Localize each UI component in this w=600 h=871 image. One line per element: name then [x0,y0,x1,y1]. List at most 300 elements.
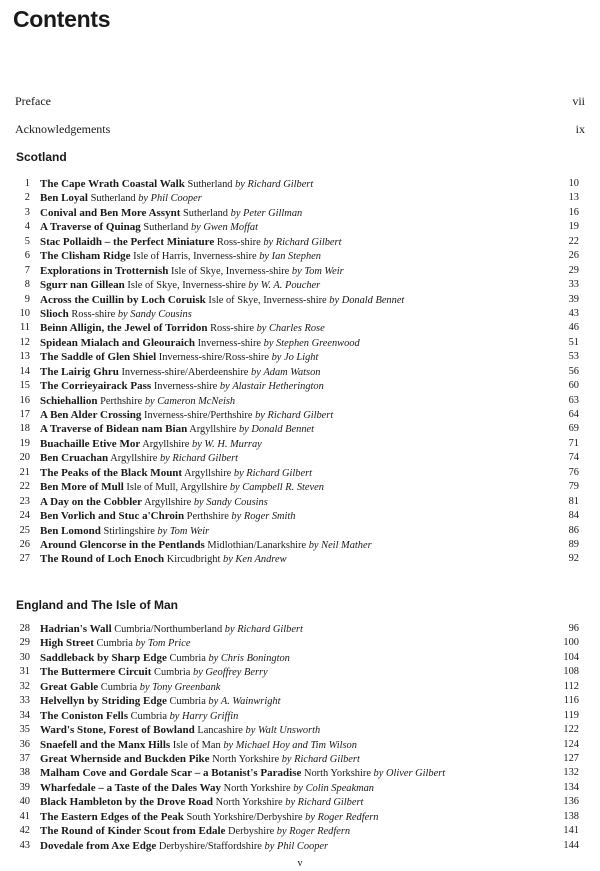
entry-page-number: 76 [568,466,579,478]
entry-by: by [231,511,242,523]
entry-by: by [305,811,315,823]
entry-number: 6 [24,250,30,262]
entry-title: Wharfedale – a Taste of the Dales Way [40,781,221,794]
toc-entry[interactable] [0,552,600,566]
toc-entry[interactable] [0,249,600,263]
entry-by: by [223,739,234,751]
entry-author: W. H. Murray [204,438,262,450]
entry-by: by [281,753,292,765]
entry-number: 35 [19,724,30,736]
entry-by: by [248,280,259,292]
toc-entry[interactable] [0,177,600,191]
entry-number: 21 [19,466,30,478]
entry-by: by [235,179,245,190]
entry-author: Walt Unsworth [257,725,321,737]
entry-location: Midlothian/Lanarkshire [207,539,307,551]
entry-author: Harry Griffin [182,710,239,722]
entry-author: W. A. Poucher [260,280,321,292]
entry-number: 22 [19,481,30,493]
entry-title: Spidean Mialach and Gleouraich [40,336,195,349]
entry-author: Gwen Moffat [203,222,258,234]
toc-entry[interactable] [0,466,600,480]
toc-entry[interactable] [0,480,600,494]
entry-author: Jo Light [284,352,319,364]
entry-title: Hadrian's Wall [40,623,112,635]
entry-location: Lancashire [197,725,243,737]
section-heading-england: England and The Isle of Man [16,598,179,612]
entry-by: by [230,207,241,219]
entry-author: Chris Bonington [220,652,290,664]
entry-by: by [255,410,265,421]
entry-by: by [190,222,201,234]
entry-number: 37 [19,752,30,764]
toc-entry[interactable] [0,509,600,523]
entry-title: Ward's Stone, Forest of Bowland [40,724,195,737]
toc-entry[interactable] [0,379,600,393]
entry-author: Richard Gilbert [297,797,364,809]
entry-title: Malham Cove and Gordale Scar – a Botanist's Paradise [40,767,302,780]
entry-title: Beinn Alligin, the Jewel of Torridon [40,322,208,335]
toc-entry[interactable] [0,723,600,737]
entry-title: The Clisham Ridge [40,250,131,263]
toc-entry[interactable] [0,321,600,335]
entry-title: Across the Cuillin by Loch Coruisk [40,293,206,306]
entry-by: by [259,251,269,263]
entry-location: Argyllshire [144,496,192,508]
toc-entry[interactable] [0,651,600,665]
toc-entry[interactable] [0,293,600,307]
entry-location: Perthshire [100,395,143,407]
entry-page-number: 122 [563,724,579,736]
entry-page-number: 13 [568,192,579,204]
entry-page-number: 92 [568,553,579,565]
entry-by: by [193,667,203,679]
entry-page-number: 16 [568,206,579,218]
entry-location: Sutherland [182,207,229,219]
entry-author: Tom Weir [304,265,344,277]
toc-entry[interactable] [0,206,600,220]
entry-page-number: 89 [568,538,579,550]
entry-location: Inverness-shire/Ross-shire [158,352,269,364]
entry-by: by [263,337,274,349]
entry-author: Colin Speakman [305,782,375,794]
toc-entry[interactable] [0,636,600,650]
entry-by: by [233,467,244,479]
entry-number: 16 [19,394,30,406]
entry-page-number: 69 [568,423,579,435]
entry-title: Snaefell and the Manx Hills [40,738,171,751]
entry-by: by [219,381,230,393]
entry-number: 17 [19,409,30,420]
entry-page-number: 39 [568,293,579,305]
entry-page-number: 112 [563,680,579,692]
entry-location: Ross-shire [210,323,254,335]
entry-title: Ben More of Mull [40,481,124,494]
entry-author: Sandy Cousins [130,308,192,320]
entry-author: Richard Gilbert [275,236,342,248]
entry-by: by [271,352,282,364]
entry-by: by [208,652,219,664]
entry-author: Richard Gilbert [294,753,360,765]
entry-page-number: 46 [568,322,579,334]
entry-page-number: 64 [568,409,579,420]
entry-title: Explorations in Trotternish [40,264,169,277]
entry-page-number: 56 [568,365,579,377]
toc-entry[interactable] [0,824,600,838]
entry-by: by [157,525,168,537]
toc-entry[interactable] [0,422,600,436]
entry-page-number: 108 [563,666,579,678]
entry-number: 7 [24,264,30,276]
entry-page-number: 124 [563,738,579,750]
entry-title: Ben Loyal [40,192,88,205]
entry-location: Stirlingshire [103,525,155,537]
entry-page-number: 74 [568,452,579,464]
toc-entry[interactable] [0,694,600,708]
toc-entry[interactable] [0,307,600,321]
entry-location: Derbyshire [228,826,275,838]
entry-by: by [192,438,202,450]
entry-title: Dovedale from Axe Edge [40,839,157,852]
entry-author: Peter Gillman [243,207,303,219]
entry-location: Sutherland [187,179,233,190]
entry-number: 30 [19,651,30,663]
entry-title: The Eastern Edges of the Peak [40,810,184,823]
entry-by: by [223,554,233,566]
entry-location: Derbyshire/Staffordshire [158,840,262,852]
entry-location: North Yorkshire [223,782,291,794]
entry-by: by [135,638,146,650]
entry-by: by [169,710,180,722]
entry-by: by [329,294,340,306]
entry-author: Ian Stephen [271,251,321,263]
entry-title: The Round of Kinder Scout from Edale [40,825,226,838]
entry-number: 32 [19,680,30,692]
entry-page-number: 43 [568,307,579,319]
toc-entry[interactable] [0,524,600,538]
entry-author: Tom Price [147,638,191,650]
entry-title: A Ben Alder Crossing [40,409,142,421]
entry-title: A Traverse of Quinag [40,221,141,234]
entry-title: Conival and Ben More Assynt [40,206,181,219]
page-title: Contents [13,6,111,32]
entry-author: Richard Gilbert [172,453,239,465]
entry-author: Roger Redfern [289,826,351,838]
entry-by: by [117,308,128,320]
scotland-entries [0,177,600,567]
entry-author: Richard Gilbert [267,410,334,421]
entry-location: Ross-shire [216,236,261,248]
entry-number: 2 [24,192,30,204]
entry-page-number: 96 [568,623,579,634]
entry-number: 19 [19,437,30,449]
entry-page-number: 79 [568,481,579,493]
entry-author: A. Wainwright [220,696,281,708]
entry-author: Stephen Greenwood [276,337,360,349]
entry-number: 38 [19,767,30,779]
entry-title: The Lairig Ghru [40,365,119,378]
entry-location: Isle of Skye, Inverness-shire [208,294,327,306]
entry-number: 42 [19,825,30,837]
entry-number: 8 [24,279,30,291]
entry-location: Cumbria/Northumberland [114,624,223,635]
entry-page-number: 53 [568,351,579,363]
entry-location: Inverness-shire [197,337,262,349]
entry-author: Phil Cooper [276,840,329,852]
entry-location: Cumbria [130,710,167,722]
front-matter-label: Acknowledgements [15,122,111,136]
entry-number: 25 [19,524,30,536]
entry-by: by [291,265,302,277]
entry-title: The Peaks of the Black Mount [40,466,183,479]
entry-by: by [293,782,303,794]
entry-number: 28 [19,623,30,634]
entry-location: North Yorkshire [215,797,283,809]
entry-number: 31 [19,666,30,678]
entry-location: Argyllshire [184,467,232,479]
entry-number: 9 [24,293,30,305]
toc-entry[interactable] [0,709,600,723]
entry-by: by [264,840,275,852]
toc-entry[interactable] [0,752,600,766]
entry-title: The Coniston Fells [40,709,129,722]
entry-location: Sutherland [90,193,136,205]
entry-number: 13 [19,351,30,363]
entry-number: 3 [24,206,30,218]
entry-location: Cumbria [169,652,206,664]
toc-entry[interactable] [0,622,600,636]
entry-author: Alastair Hetherington [232,381,324,393]
entry-page-number: 127 [563,752,579,764]
entry-title: Helvellyn by Striding Edge [40,695,167,708]
entry-location: Cumbria [169,696,206,708]
entry-number: 23 [19,495,30,507]
entry-number: 11 [19,322,30,334]
entry-page-number: 119 [563,709,579,721]
entry-author: Charles Rose [268,323,325,335]
entry-by: by [139,681,150,693]
entry-page-number: 138 [563,810,579,822]
entry-by: by [193,496,204,508]
entry-location: Isle of Mull, Argyllshire [126,482,228,494]
entry-title: A Traverse of Bidean nam Bian [40,423,188,436]
entry-by: by [224,624,235,635]
entry-number: 14 [19,365,30,377]
toc-entry[interactable] [0,394,600,408]
toc-entry[interactable] [0,408,600,422]
entry-by: by [229,482,240,494]
entry-page-number: 132 [563,767,579,779]
entry-author: Tony Greenbank [152,681,221,693]
entry-by: by [373,768,384,780]
toc-entry[interactable] [0,437,600,451]
entry-location: Inverness-shire/Perthshire [143,410,253,421]
entry-by: by [238,424,249,436]
entry-page-number: 86 [568,524,579,536]
entry-title: Ben Vorlich and Stuc a'Chroin [40,510,185,523]
entry-number: 5 [24,235,30,247]
entry-author: Phil Cooper [150,193,202,205]
toc-entry[interactable] [0,235,600,249]
entry-title: Saddleback by Sharp Edge [40,651,167,664]
entry-title: The Buttermere Circuit [40,666,152,679]
entry-author: Roger Smith [243,511,296,523]
entry-title: A Day on the Cobbler [40,495,143,508]
entry-number: 40 [19,796,30,808]
entry-page-number: 22 [568,235,579,247]
entry-location: Inverness-shire [153,381,218,393]
entry-number: 27 [19,553,30,565]
entry-number: 26 [19,538,30,550]
entry-title: High Street [40,637,94,650]
entry-author: Campbell R. Steven [242,482,324,494]
entry-page-number: 19 [568,221,579,233]
entry-author: Donald Bennet [341,294,405,306]
entry-number: 10 [19,307,30,319]
entry-title: Great Gable [40,680,99,693]
entry-number: 43 [19,839,30,851]
entry-by: by [144,395,155,407]
entry-page-number: 104 [563,651,579,663]
entry-title: Ben Cruachan [40,452,109,465]
entry-by: by [263,236,274,248]
entry-number: 34 [19,709,30,721]
england-entries [0,622,600,853]
entry-location: Argyllshire [110,453,158,465]
entry-author: Michael Hoy and Tim Wilson [235,739,357,751]
toc-entry[interactable] [0,220,600,234]
entry-location: North Yorkshire [212,753,280,765]
entry-page-number: 144 [563,839,579,851]
entry-number: 41 [19,810,30,822]
toc-entry[interactable] [0,538,600,552]
entry-location: South Yorkshire/Derbyshire [186,811,303,823]
entry-author: Geoffrey Berry [205,667,268,679]
entry-title: Around Glencorse in the Pentlands [40,538,205,551]
entry-page-number: 26 [568,250,579,262]
entry-page-number: 134 [563,781,579,793]
entry-page-number: 100 [563,637,579,649]
entry-number: 29 [19,637,30,649]
entry-location: Cumbria [96,638,133,650]
toc-entry[interactable] [0,495,600,509]
entry-number: 4 [24,221,30,233]
toc-entry[interactable] [0,766,600,780]
toc-entry[interactable] [0,278,600,292]
entry-by: by [308,539,319,551]
toc-entry[interactable] [0,191,600,205]
front-matter-page: vii [572,94,585,108]
toc-entry[interactable] [0,738,600,752]
entry-location: North Yorkshire [303,768,371,780]
entry-title: The Corrieyairack Pass [40,380,152,393]
front-matter-page: ix [575,122,585,136]
entry-number: 33 [19,695,30,707]
entry-location: Isle of Skye, Inverness-shire [127,280,246,292]
entry-number: 39 [19,781,30,793]
entry-number: 1 [24,178,30,189]
entry-author: Ken Andrew [235,554,287,566]
entry-author: Tom Weir [169,525,210,537]
front-matter-preface[interactable] [15,94,585,109]
entry-title: The Cape Wrath Coastal Walk [40,178,185,190]
entry-location: Isle of Skye, Inverness-shire [170,265,290,277]
entry-location: Isle of Harris, Inverness-shire [133,251,257,263]
entry-by: by [138,193,149,205]
entry-page-number: 81 [568,495,579,507]
toc-entry[interactable] [0,336,600,350]
toc-entry[interactable] [0,451,600,465]
entry-location: Cumbria [100,681,138,693]
entry-number: 24 [19,510,30,522]
entry-title: Stac Pollaidh – the Perfect Miniature [40,235,215,248]
toc-entry[interactable] [0,795,600,809]
entry-by: by [159,453,170,465]
entry-author: Richard Gilbert [247,179,314,190]
entry-author: Neil Mather [321,539,372,551]
entry-author: Roger Redfern [317,811,379,823]
entry-location: Argyllshire [142,438,190,450]
entry-title: The Saddle of Glen Shiel [40,351,157,364]
entry-location: Cumbria [154,667,191,679]
entry-title: Great Whernside and Buckden Pike [40,752,210,765]
entry-author: Oliver Gilbert [385,768,446,780]
entry-page-number: 63 [568,394,579,406]
entry-by: by [285,797,296,809]
entry-author: Donald Bennet [251,424,315,436]
toc-entry[interactable] [0,665,600,679]
entry-page-number: 51 [568,336,579,348]
entry-number: 12 [19,336,30,348]
entry-page-number: 10 [568,178,579,189]
entry-location: Inverness-shire/Aberdeenshire [121,366,249,378]
entry-location: Kircudbright [166,554,221,566]
entry-by: by [256,323,267,335]
entry-title: Schiehallion [40,394,98,407]
toc-entry[interactable] [0,839,600,853]
entry-title: Sgurr nan Gillean [40,279,125,292]
entry-location: Isle of Man [172,739,221,751]
entry-by: by [276,826,287,838]
entry-page-number: 116 [563,695,579,707]
toc-entry[interactable] [0,264,600,278]
entry-author: Sandy Cousins [206,496,268,508]
entry-author: Richard Gilbert [246,467,312,479]
toc-entry[interactable] [0,365,600,379]
entry-by: by [251,366,261,378]
entry-number: 15 [19,380,30,392]
toc-entry[interactable] [0,350,600,364]
entry-author: Cameron McNeish [157,395,236,407]
entry-author: Richard Gilbert [237,624,303,635]
entry-number: 36 [19,738,30,750]
front-matter-acknowledgements[interactable] [15,122,585,137]
page-number-footer: v [297,858,303,869]
entry-title: The Round of Loch Enoch [40,553,165,566]
toc-entry[interactable] [0,810,600,824]
toc-entry[interactable] [0,781,600,795]
entry-number: 18 [19,423,30,435]
entry-title: Slioch [40,307,69,320]
entry-page-number: 60 [568,380,579,392]
entry-page-number: 141 [563,825,579,837]
entry-author: Adam Watson [263,366,321,378]
entry-page-number: 33 [568,279,579,291]
entry-location: Sutherland [143,222,189,234]
entry-page-number: 84 [568,510,579,522]
toc-entry[interactable] [0,680,600,694]
entry-title: Ben Lomond [40,524,101,537]
